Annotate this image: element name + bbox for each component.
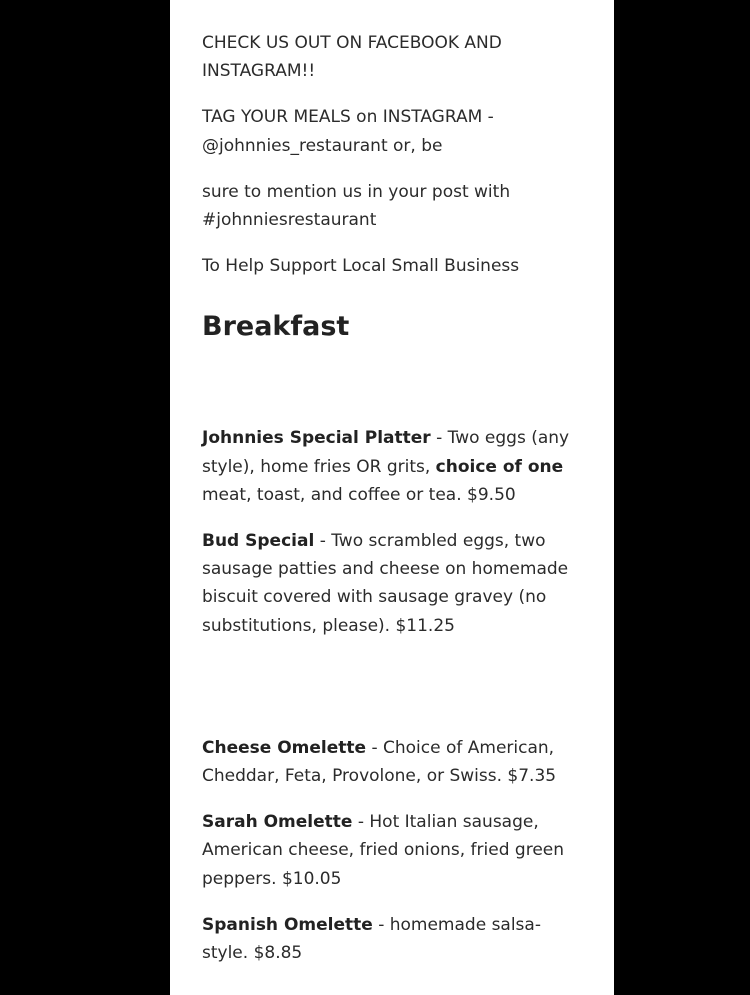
page [170,0,614,995]
menu-item-highlight: choice of one [435,456,564,477]
section-title-breakfast: Breakfast [202,311,350,343]
social-callout: CHECK US OUT ON FACEBOOK AND INSTAGRAM!! [202,33,502,82]
menu-item [202,734,582,790]
menu-item-name: Bud Special [202,531,315,552]
menu-item [202,527,582,640]
menu-item-name: Johnnies Special Platter [202,428,431,449]
menu-item [202,808,582,893]
menu-item [202,911,582,967]
menu-item-name: Cheese Omelette [202,737,367,758]
support-text: To Help Support Local Small Business [202,256,520,277]
instagram-tag-text: TAG YOUR MEALS on INSTAGRAM - @johnnies_restaurant or, be [202,107,494,156]
menu-item-desc: - homemade salsa-style. $8.85 [202,914,541,964]
menu-item-desc: - Two eggs (any style), home fries OR grits, [202,428,570,477]
menu-item-desc: - Two scrambled eggs, two sausage patties and cheese on homemade biscuit covered with sausage gravey (no substitutions, please). $11.25 [202,531,569,636]
menu-item-desc: - Hot Italian sausage, American cheese, fried onions, fried green peppers. $10.05 [202,812,565,889]
hashtag-text: sure to mention us in your post with #johnniesrestaurant [202,181,511,231]
menu-item-name: Spanish Omelette [202,914,373,935]
menu-item [202,424,582,509]
menu-item-name: Sarah Omelette [202,812,353,833]
spacer [202,344,582,424]
menu-item-desc: meat, toast, and coffee or tea. $9.50 [202,484,516,505]
menu-content [202,29,582,985]
menu-item-desc: - Choice of American, Cheddar, Feta, Provolone, or Swiss. $7.35 [202,737,557,787]
spacer [202,658,582,734]
